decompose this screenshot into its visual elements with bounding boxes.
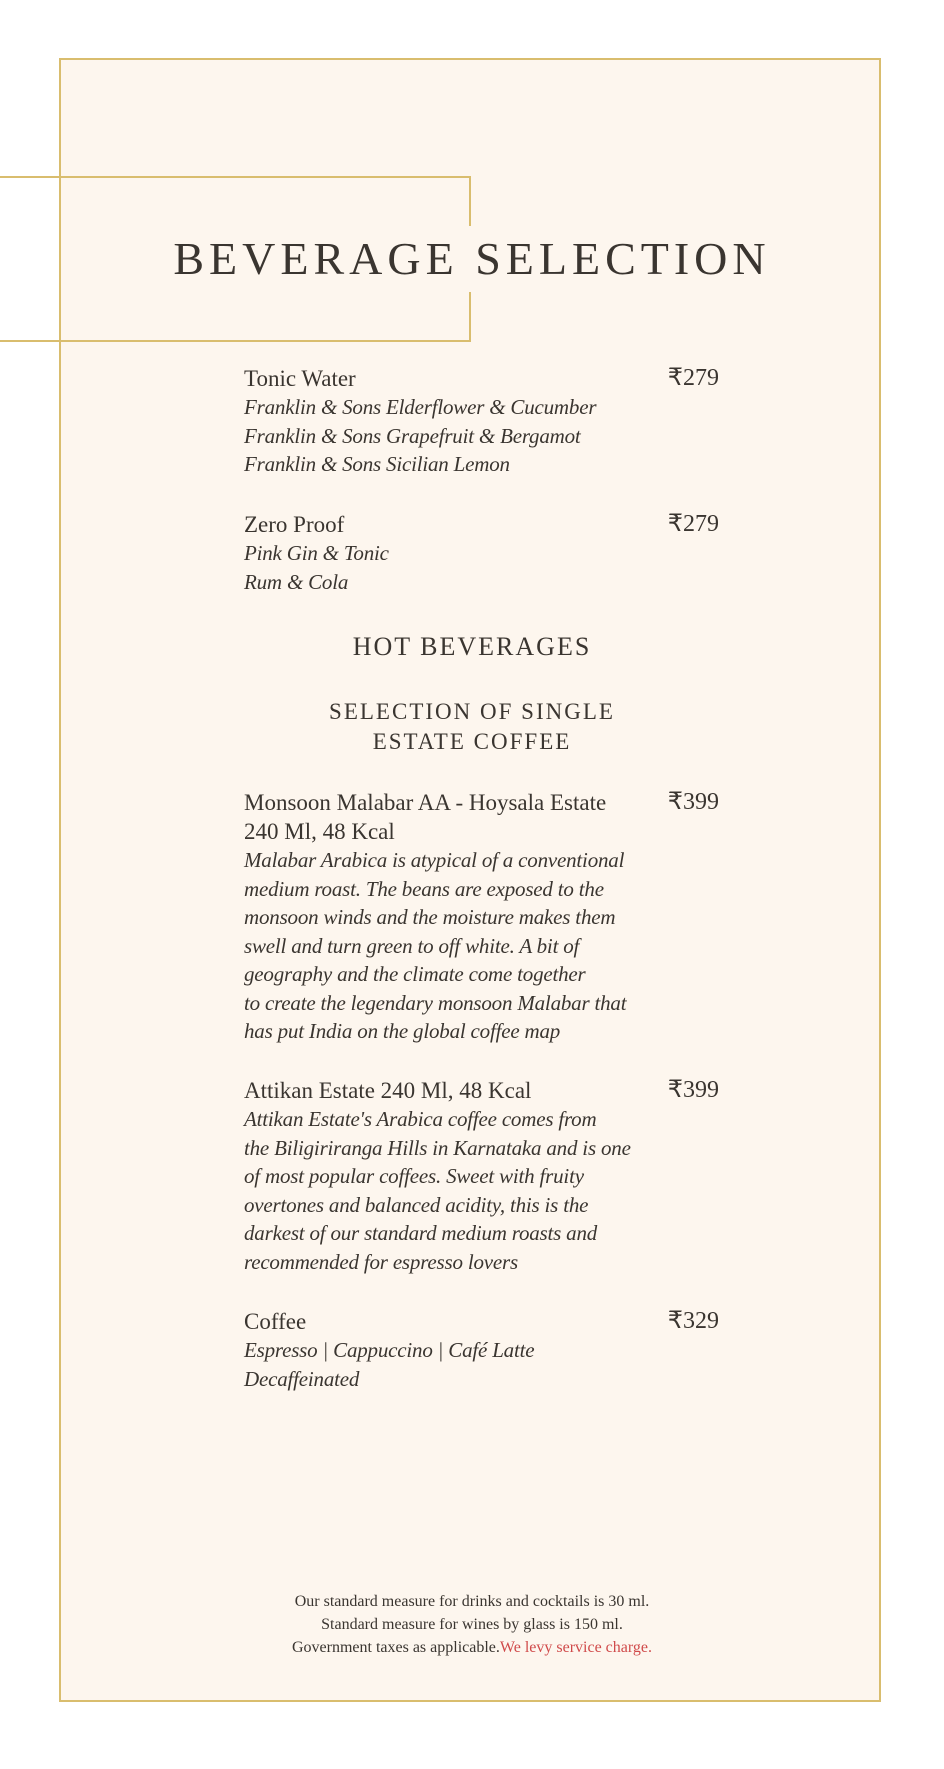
item-description <box>244 846 664 1046</box>
item-description-line: Decaffeinated <box>244 1366 360 1391</box>
item-name-line: Monsoon Malabar AA - Hoysala Estate <box>244 790 607 815</box>
footer-line: Our standard measure for drinks and cocktails is 30 ml. <box>294 1593 650 1610</box>
item-description-line: Espresso | Cappuccino | Café Latte <box>244 1338 535 1362</box>
item-description-line: of most popular coffees. Sweet with fruity <box>244 1164 584 1188</box>
subheading-line: ESTATE COFFEE <box>372 729 572 754</box>
item-description-line: Malabar Arabica is atypical of a conventional <box>244 848 625 872</box>
item-name: Zero Proof <box>244 512 345 537</box>
title-frame-bottom-line <box>0 340 471 342</box>
menu-item-monsoon-malabar <box>244 788 719 1046</box>
section-heading-hot-beverages: HOT BEVERAGES <box>352 632 592 661</box>
item-price: ₹279 <box>667 511 719 537</box>
item-description-line: Rum & Cola <box>244 569 349 594</box>
item-description-line: has put India on the global coffee map <box>244 1019 561 1043</box>
item-price: ₹279 <box>667 365 719 391</box>
footer-line: Standard measure for wines by glass is 150 ml. <box>321 1616 623 1633</box>
item-name <box>244 788 644 846</box>
item-name-line: 240 Ml, 48 Kcal <box>244 819 395 844</box>
item-description <box>244 1336 664 1393</box>
item-price: ₹329 <box>667 1308 719 1334</box>
item-description-line: Franklin & Sons Grapefruit & Bergamot <box>244 423 581 448</box>
item-price: ₹399 <box>667 789 719 815</box>
item-description-line: overtones and balanced acidity, this is the <box>244 1192 589 1217</box>
item-description-line: swell and turn green to off white. A bit of <box>244 933 580 958</box>
item-description-line: monsoon winds and the moisture makes them <box>244 905 616 929</box>
item-description-line: Franklin & Sons Elderflower & Cucumber <box>244 395 597 419</box>
item-price: ₹399 <box>667 1077 719 1103</box>
section-subheading <box>0 697 944 757</box>
item-description <box>244 539 664 596</box>
service-charge-note: We levy service charge. <box>499 1639 653 1656</box>
menu-item-tonic-water <box>244 364 719 479</box>
title-frame-bottom-tick <box>469 292 471 342</box>
item-description-line: Pink Gin & Tonic <box>244 541 389 565</box>
menu-item-attikan-estate <box>244 1076 719 1276</box>
item-description-line: darkest of our standard medium roasts and <box>244 1221 598 1245</box>
item-description-line: the Biligiriranga Hills in Karnataka and is one <box>244 1135 631 1160</box>
item-description <box>244 1105 664 1276</box>
title-frame-top-tick <box>469 176 471 226</box>
footer-line <box>0 1636 944 1659</box>
item-name: Tonic Water <box>244 366 356 391</box>
item-description-line: medium roast. The beans are exposed to the <box>244 876 604 901</box>
footer-notes <box>0 1590 944 1659</box>
item-description-line: Franklin & Sons Sicilian Lemon <box>244 452 510 476</box>
menu-item-zero-proof <box>244 510 719 596</box>
page-title: BEVERAGE SELECTION <box>173 233 771 284</box>
item-name: Attikan Estate 240 Ml, 48 Kcal <box>244 1078 532 1103</box>
title-frame-top-line <box>0 176 471 178</box>
item-name: Coffee <box>244 1309 307 1334</box>
menu-item-coffee <box>244 1307 719 1393</box>
item-description-line: Attikan Estate's Arabica coffee comes from <box>244 1107 597 1131</box>
item-description-line: to create the legendary monsoon Malabar that <box>244 990 627 1015</box>
footer-tax-note: Government taxes as applicable. <box>291 1639 500 1656</box>
subheading-line: SELECTION OF SINGLE <box>329 699 615 724</box>
item-description-line: geography and the climate come together <box>244 962 586 986</box>
item-description-line: recommended for espresso lovers <box>244 1249 518 1274</box>
item-description <box>244 393 664 479</box>
